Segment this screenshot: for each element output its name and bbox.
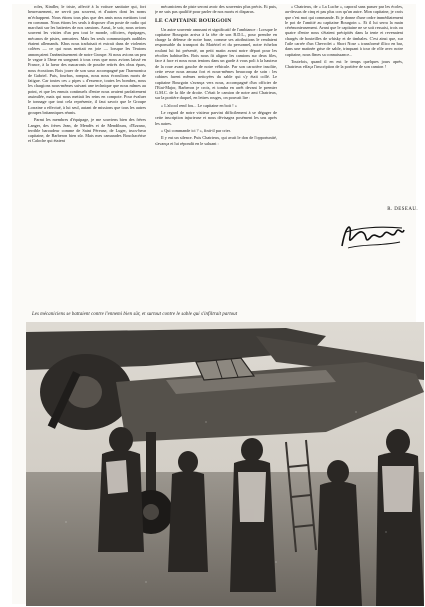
paragraph: roles, Kindler, le triste, affecté à la voiture sanitaire qui, fort heureusement, ne servit pas souvent, et d'autres dont les noms m'échappent. Nous étions tous plus que des amis nous mettions tout en commun. Nous étions les seuls à disposer d'un poste de radio qui marchait sur les batteries de nos camions. Aussi, le soir, nous avions souvent les visites d'un peu tout le monde, officiers, équipages, mécanos de pistes, armuriers. Mais les seuls communiqués audibles étaient allemands. Kbus nous traduisait et extrait dans de violentes colères — ce qui nous mettait en joie — lorsque les Teutons annonçaient l'anéantissement de notre Groupe. Si nous avions un peu le vague à l'âme en songeant à tous ceux que nous avions laissé en France, à la lueur des macaronis de poudre retirés des obus épars, nous écoutions Bois jouer de son saxo accompagné par l'harmonica de Gabriel. Puis, fourbus, rompus, nous nous écroulions morts de fatigue. Car toutes ces « pipes » d'essence, toutes les bombes, nous les chargions nous-mêmes suivant une technique que nous mîmes au point, et que les ennuis continuels d'entre nous avaient parfaitement assimilée, mais qui nous mettait les reins en compote. Pour évaluer le tonnage que tout cela représente, il faut savoir que le Groupe Lorraine a effectué, à lui seul, autant de missions que tous les autres groupes britanniques réunis.	[28, 4, 146, 115]
author-name: R. DESEAU.	[387, 207, 418, 212]
section-heading: LE CAPITAINE BOURGOIN	[155, 17, 232, 24]
article-column-1	[28, 4, 146, 306]
article-column-3	[285, 4, 403, 204]
paragraph: Il y eut un silence. Puis Chatrieux, qui avait le don de l'opportunité, s'avança et lui répondit en le saluant :	[155, 135, 277, 146]
photo-illustration	[26, 322, 424, 606]
paragraph: « L'alcool rend fou... Le capitaine en boit ! »	[161, 102, 237, 108]
handwritten-signature	[338, 218, 408, 254]
article-columns	[28, 4, 420, 309]
paragraph: « Chatrieux, de « La Luche », caporal sans passer par les écoles, au-dessus de cinq et pas plus con qu'un autre. Mon capitaine, je crois que c'est moi qui commande. Et je donne d'une ordre immédiatement le pot de l'amitié au capitaine Bourgoin ». Et il lui serra la main cérémonieusement. Avant que le capitaine ne se soit ressaisi, trois ou quatre d'entre nous s'étaient précipités dans la tente et revenaient chargés de bouteilles de whisky et de timbales. C'est ainsi que, sur l'aile carrée d'un Chevrolet « Short Nose » transformé illico en bar, dans une matinée grise de sable, trinquant à tour de rôle avec notre capitaine, nous fîmes sa connaissance...	[285, 4, 403, 57]
paragraph: Le regard de notre visiteur parvint difficilement à se dégager de cette inscription injurieuse et nous dévisagea posément les uns après les autres.	[155, 110, 277, 126]
author-signature-block	[328, 204, 418, 264]
paragraph: « Qui commande ici ? », finit-il par crier.	[161, 127, 231, 133]
article-column-2	[155, 4, 277, 306]
archive-photograph	[26, 322, 424, 606]
paragraph: Un autre souvenir amusant et significatif de l'ambiance : Lorsque le capitaine Bourgoin arriva à la tête de son B.D.L., pour prendre en charge la défense de notre base, comme ses attributions le rendaient responsable du transport du Matériel et du personnel, notre échelon roulant lui fut présenté, un petit matin avant notre départ pour les récoltes habituelles. Bois nous fit aligner les camions sur deux files, face à face et nous nous tenions dans un garde à vous poli à la hauteur de la roue avant gauche de notre véhicule. Par son caractère insolite, cette revue nous amusa fort et nous-mêmes beaucoup de soin : les cabines furent mêmes nettoyées du sable qui s'y était collé. Le capitaine Bourgoin s'avança vers nous, accompagné d'un officier de l'Etat-Major, Barberon je crois, et tomba en arrêt devant le premier G.M.C. de la file de droite. C'était le camion de notre ami Chatrieux, sur la portière duquel, en lettres rouges, on pouvait lire :	[155, 26, 277, 101]
photo-caption: Les mécaniciens se battaient contre l'ennemi bien sûr, et surtout contre le sable qui s'infiltrait partout	[32, 312, 238, 317]
paragraph: Parmi les membres d'équipage, je me souviens bien des frères Langer, des frères Jean, de Mendès et de Mendiburu, d'Ezzano, terrible baroudeur comme de Saint Péreuse, de Luger, trucs-heur capitaine, de Barberon bien sûr. Mais mes camarades Bouchacérise et Caloche qui étaient	[28, 117, 146, 144]
paragraph: mécaniciens de piste seront avoir des souvenirs plus précis. Et puis, je ne suis pas qualifié pour parler de nos morts et disparus.	[155, 4, 277, 15]
paragraph: Toutefois, quand il en eut le temps quelques jours après, Chatrieux effaça l'inscription de la portière de son camion !	[285, 58, 403, 70]
magazine-page	[12, 4, 416, 604]
